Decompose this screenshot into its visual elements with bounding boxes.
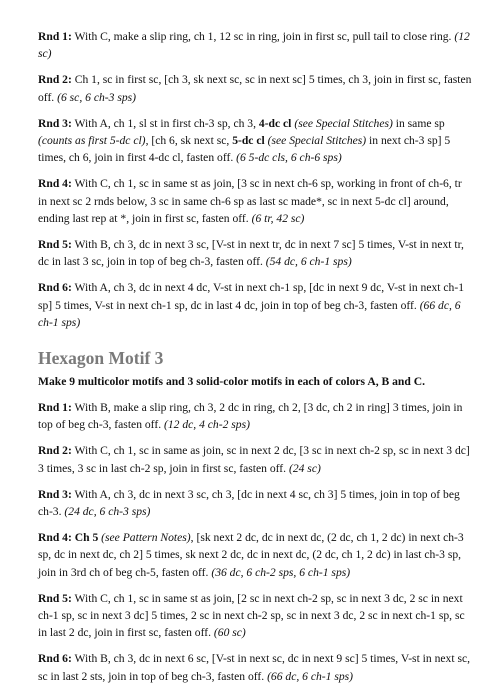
round-instruction [38,115,473,167]
italic-text: (see Pattern Notes) [101,531,191,545]
round-instruction [38,175,473,227]
body-text: With C, make a slip ring, ch 1, 12 sc in ring, join in first sc, pull tail to close ring. [71,30,455,43]
bold-text: Rnd 5: [38,238,72,252]
body-text: , [ch 6, sk next sc, [145,134,233,148]
bold-text: Rnd 4: Ch 5 [38,531,99,545]
bold-text: 5-dc cl [232,134,265,148]
motif-2-instructions [38,28,473,331]
italic-text: (24 dc, 6 ch-3 sps) [64,505,151,519]
body-text: With C, ch 1, sc in same st as join, [2 sc in next ch-2 sp, sc in next 3 dc, 2 sc in next ch-1 sp, sc in next 3 dc] 5 times, 2 sc in next ch-2 sp, sc in next 3 dc, 2 sc in next ch-1 sp, sc in last 2 dc, join in first sc, fasten off. [38,591,465,640]
body-text: With B, make a slip ring, ch 3, 2 dc in ring, ch 2, [3 dc, ch 2 in ring] 3 times, join in top of beg ch-3, fasten off. [38,401,463,432]
round-instruction [38,28,473,62]
italic-text: (24 sc) [288,461,321,475]
bold-text: Rnd 1: [38,30,72,43]
bold-text: Rnd 3: [38,116,72,130]
body-text: With B, ch 3, dc in next 6 sc, [V-st in next sc, dc in next 9 sc] 5 times, V-st in next sc, sc in last 2 sts, join in top of beg ch-3, fasten off. [38,652,471,683]
body-text: With C, ch 1, sc in same as join, sc in next 2 dc, [3 sc in next ch-2 sp, sc in next 3 dc] 3 times, 3 sc in last ch-2 sp, join in first sc, fasten off. [38,444,470,475]
motif-3-instructions [38,399,473,685]
italic-text: (6 5-dc cls, 6 ch-6 sps) [236,151,342,165]
italic-text: (12 sc) [38,30,470,61]
italic-text: (counts as first 5-dc cl) [38,134,146,148]
bold-text: Rnd 3: [38,487,72,501]
bold-text: 4-dc cl [258,116,292,130]
body-text: With A, ch 1, sl st in first ch-3 sp, ch 3, [71,116,259,130]
bold-text: Rnd 6: [38,652,72,666]
round-instruction [38,71,473,105]
body-text: With A, ch 3, dc in next 4 dc, V-st in next ch-1 sp, [dc in next 9 dc, V-st in next ch-1 sp] 5 times, V-st in next ch-1 sp, dc in last 4 dc, join in top of beg ch-3, fasten off. [38,281,464,312]
body-text: With A, ch 3, dc in next 3 sc, ch 3, [dc in next 4 sc, ch 3] 5 times, join in top of beg ch-3. [38,487,460,519]
round-instruction [38,442,473,476]
italic-text: (36 dc, 6 ch-2 sps, 6 ch-1 sps) [211,565,351,579]
italic-text: (66 dc, 6 ch-1 sps) [38,298,461,329]
bold-text: Rnd 1: [38,401,72,415]
italic-text: (54 dc, 6 ch-1 sps) [265,255,352,269]
italic-text: (see Special Stitches) [267,134,367,148]
italic-text: (see Special Stitches) [294,116,393,130]
round-instruction [38,486,473,520]
section-heading: Hexagon Motif 3 [38,348,164,369]
body-text: With B, ch 3, dc in next 3 sc, [V-st in next tr, dc in next 7 sc] 5 times, V-st in next tr, dc in last 3 sc, join in top of beg ch-3, fasten off. [38,238,464,269]
round-instruction [38,236,473,270]
round-instruction [38,650,473,684]
bold-text: Rnd 6: [38,281,72,295]
round-instruction [38,529,473,581]
bold-text: Rnd 2: [38,73,72,87]
italic-text: (12 dc, 4 ch-2 sps) [164,418,250,432]
body-text: With C, ch 1, sc in same st as join, [3 sc in next ch-6 sp, working in front of ch-6, tr in next sc 2 rnds below, 3 sc in same ch-6 sp as last sc made*, sc in next 5-dc cl] around, ending last rep at *, join in first sc, fasten off. [38,177,462,225]
body-text: , [sk next 2 dc, dc in next dc, (2 dc, ch 1, 2 dc) in next ch-3 sp, dc in next dc, ch 2] 5 times, sk next 2 dc, dc in next dc, (2 dc, ch 1, 2 dc) in last ch-3 sp, join in 3rd ch of beg ch-5, fasten off. [38,531,464,579]
bold-text: Rnd 4: [38,177,72,191]
body-text: Ch 1, sc in first sc, [ch 3, sk next sc, sc in next sc] 5 times, ch 3, join in first sc, fasten off. [38,73,472,104]
italic-text: (6 tr, 42 sc) [251,211,305,225]
round-instruction [38,590,473,642]
italic-text: (66 dc, 6 ch-1 sps) [267,669,354,683]
bold-text: Rnd 5: [38,591,72,605]
italic-text: (6 sc, 6 ch-3 sps) [57,90,136,104]
body-text: in same sp [392,116,445,130]
italic-text: (60 sc) [213,626,246,640]
round-instruction [38,399,473,433]
round-instruction [38,279,473,331]
bold-text: Rnd 2: [38,444,72,458]
section-intro: Make 9 multicolor motifs and 3 solid-color motifs in each of colors A, B and C. [38,375,425,389]
body-text: in next ch-3 sp] 5 times, ch 6, join in first 4-dc cl, fasten off. [38,134,451,165]
